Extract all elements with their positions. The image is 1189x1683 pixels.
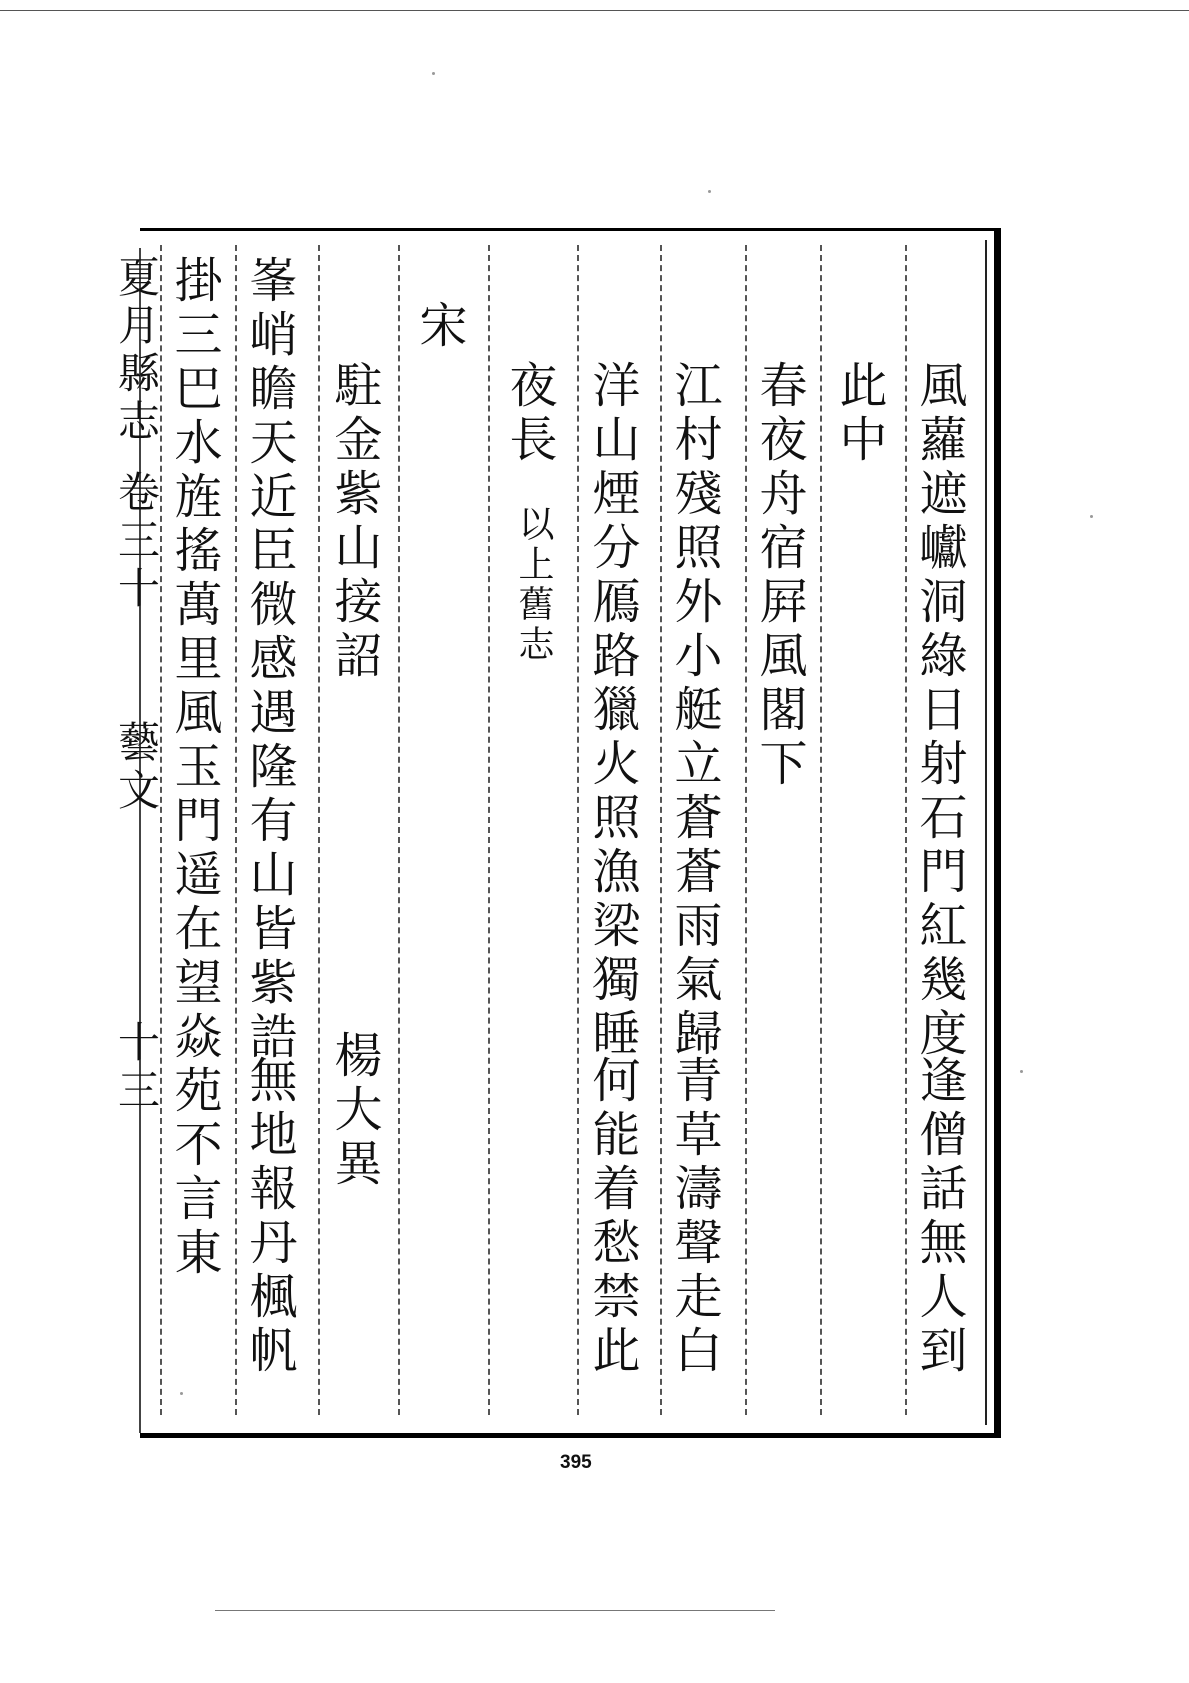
scan-speck xyxy=(1020,1070,1023,1073)
frame-right-inner-border xyxy=(985,240,987,1425)
column-5-text-lower: 何能着愁禁此 xyxy=(584,1055,640,1379)
frame-right-border xyxy=(994,228,1001,1438)
column-4-text: 江村殘照外小艇立蒼蒼雨氣歸 xyxy=(666,360,722,1062)
poem-author: 楊大異 xyxy=(326,1030,382,1192)
column-divider xyxy=(318,245,320,1415)
top-rule xyxy=(0,10,1189,11)
margin-volume: 卷三十 xyxy=(112,470,161,614)
column-1-text: 風蘿遮巘洞綠日射石門紅幾度 xyxy=(911,360,967,1062)
column-9-text: 峯峭瞻天近臣微感遇隆有山皆紫誥 xyxy=(241,255,297,1065)
dynasty-label: 宋 xyxy=(411,300,467,354)
column-divider xyxy=(905,245,907,1415)
scan-speck xyxy=(180,1392,183,1395)
column-divider xyxy=(235,245,237,1415)
scan-speck xyxy=(1090,515,1093,518)
column-2-text: 此中 xyxy=(831,360,887,468)
column-divider xyxy=(488,245,490,1415)
column-6-source-note: 以上舊志 xyxy=(513,505,554,665)
column-10-text: 掛三巴水旌搖萬里風玉門遥在望焱苑不言東 xyxy=(166,255,222,1281)
scan-speck xyxy=(432,72,435,75)
column-divider xyxy=(820,245,822,1415)
page-number: 395 xyxy=(560,1452,592,1473)
scan-speck xyxy=(708,190,711,193)
column-divider xyxy=(660,245,662,1415)
margin-section: 藝文 xyxy=(112,720,161,816)
column-divider xyxy=(398,245,400,1415)
column-6-text: 夜長 xyxy=(501,360,557,468)
column-3-heading: 春夜舟宿屛風閣下 xyxy=(751,360,807,792)
column-5-text: 洋山煙分鴈路獵火照漁梁獨睡 xyxy=(584,360,640,1062)
column-divider xyxy=(577,245,579,1415)
column-divider xyxy=(745,245,747,1415)
margin-book-title: 夏月縣志 xyxy=(112,255,161,447)
bottom-rule xyxy=(215,1610,775,1611)
column-4-text-lower: 青草濤聲走白 xyxy=(666,1055,722,1379)
column-1-text-lower: 逢僧話無人到 xyxy=(911,1055,967,1379)
column-9-text-lower: 無地報丹楓帆 xyxy=(241,1055,297,1379)
margin-leaf-number: 十三 xyxy=(112,1020,161,1116)
poem-title: 駐金紫山接詔 xyxy=(326,360,382,684)
